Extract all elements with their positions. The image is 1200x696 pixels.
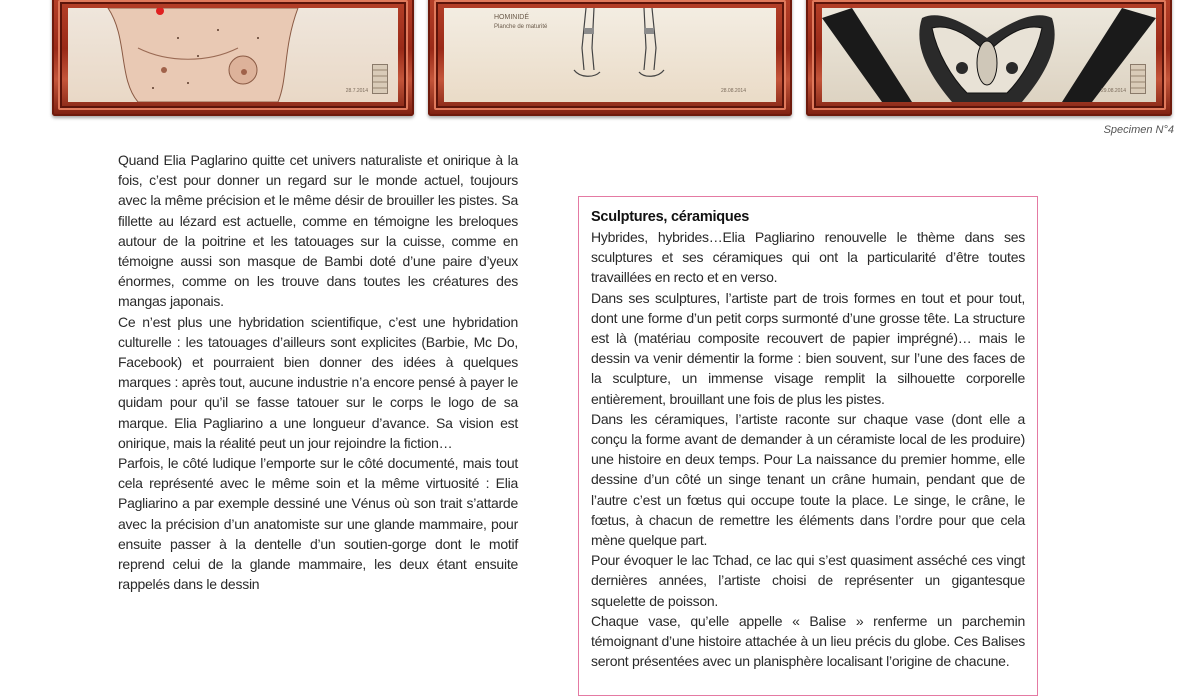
artwork-signature: 28.08.2014 xyxy=(720,88,746,94)
paragraph: Ce n’est plus une hybridation scientifique, c’est une hybridation culturelle : les tatouages d’ailleurs sont explicites (Barbie, Mc Do, Facebook) et pourraient bien donner des idées à quelques marques : après tout, aucune industrie n’a encore pensé à payer le quidam pour qu’il se fasse tatouer sur le corps le logo de sa marque. Elia Pagliarino a une longueur d’avance. Sa vision est onirique, mais la réalité peut un jour rejoindre la fiction… xyxy=(118,313,518,451)
artwork-frame-hominide xyxy=(428,0,792,116)
sidebar-heading: Sculptures, céramiques xyxy=(591,209,750,225)
article-left-column xyxy=(118,150,518,594)
artwork-torso-drawing xyxy=(68,8,398,102)
artwork-subtitle: Planche de maturité xyxy=(494,24,548,30)
paragraph: Parfois, le côté ludique l’emporte sur le côté documenté, mais tout cela représenté avec le même soin et la même virtuosité : Elia Pagliarino a par exemple dessiné une Vénus où son trait s’attarde avec la précision d’un anatomiste sur une glande mammaire, pour ensuite passer à la dentelle d’un soutien-gorge dont le motif reprend celui de la glande mammaire, les deux étant ensuite rappelés dans le dessin xyxy=(118,455,518,593)
paragraph: Pour évoquer le lac Tchad, ce lac qui s’est quasiment asséché ces vingt dernières années, l’artiste choisi de représenter un gigantesque squelette de poisson. xyxy=(591,552,1025,609)
specimen-caption: Specimen N°4 xyxy=(1103,124,1174,136)
sculptures-sidebar-box xyxy=(578,196,1038,696)
artwork-signature: 28.7.2014 xyxy=(345,88,368,94)
paragraph: Hybrides, hybrides…Elia Pagliarino renouvelle le thème dans ses sculptures et ses céramiques qui ont la particularité d’être toutes travaillées en recto et en verso. xyxy=(591,229,1025,286)
paragraph: Dans les céramiques, l’artiste raconte sur chaque vase (dont elle a conçu la forme avant de demander à un céramiste local de les produire) une histoire en deux temps. Pour La naissance du premier homme, elle dessine d’un côté un singe tenant un crâne humain, pendant que de l’autre c’est un fœtus qui occupe toute la place. Le singe, le crâne, le fœtus, à chacun de remettre les éléments dans l’ordre pour que cela mène quelque part. xyxy=(591,410,1025,549)
artwork-pelvis-drawing xyxy=(822,8,1156,102)
artwork-signature: 29.08.2014 xyxy=(1100,88,1126,94)
artwork-frame-torso xyxy=(52,0,414,116)
paragraph: Chaque vase, qu’elle appelle « Balise » renferme un parchemin témoignant d’une histoire attachée à un lieu précis du globe. Ces Balises seront présentées avec un planisphère localisant l’origine de chacune. xyxy=(591,612,1025,670)
artwork-title: HOMINIDÉ xyxy=(494,14,529,21)
artist-stamp-icon xyxy=(1130,64,1146,94)
artwork-frame-pelvis xyxy=(806,0,1172,116)
artist-stamp-icon xyxy=(372,64,388,94)
artwork-hominide-drawing xyxy=(444,8,776,102)
paragraph: Quand Elia Paglarino quitte cet univers naturaliste et onirique à la fois, c’est pour donner un regard sur le monde actuel, toujours avec la même précision et le même désir de brouiller les pistes. Sa fillette au lézard est actuelle, comme en témoigne les breloques autour de la poitrine et les tatouages sur la cuisse, comme en témoigne aussi son masque de Bambi doté d’une paire d’yeux énormes, comme on les trouve dans toutes les créatures des mangas japonais. xyxy=(118,152,518,310)
paragraph: Dans ses sculptures, l’artiste part de trois formes en tout et pour tout, dont une forme d’un petit corps surmonté d’une grosse tête. La structure est là (matériau composite recouvert de papier imprégné)… mais le dessin va venir démentir la forme : bien souvent, sur l’une des faces de la sculpture, un immense visage remplit la silhouette corporelle entièrement, brouillant une fois de plus les pistes. xyxy=(591,289,1025,407)
